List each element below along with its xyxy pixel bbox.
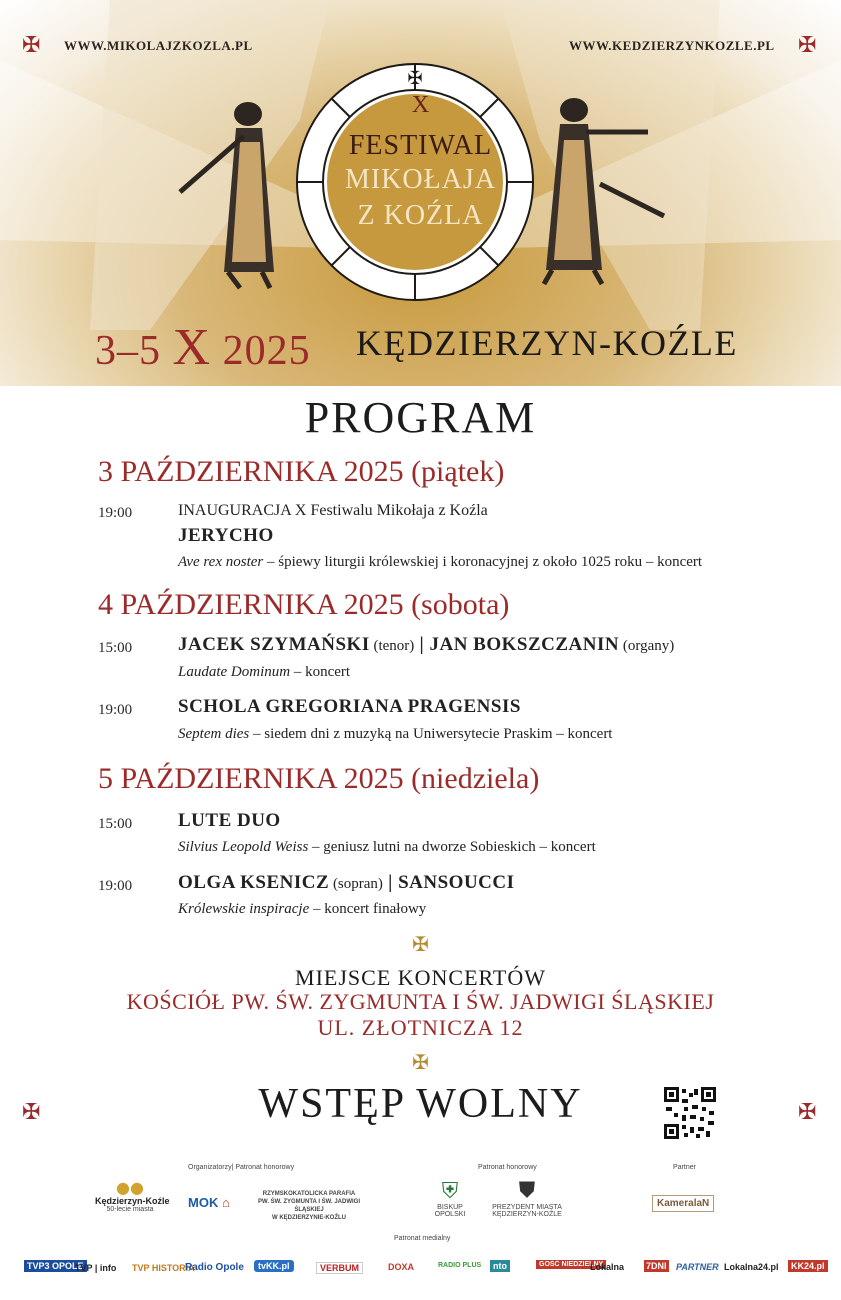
separator: | <box>414 634 430 655</box>
event-time: 19:00 <box>98 702 133 718</box>
coins-icon: ●● <box>116 1178 144 1197</box>
media-logo[interactable]: PARTNER <box>676 1262 719 1272</box>
logo-text: MOK <box>188 1195 219 1210</box>
performer-name: JAN BOKSZCZANIN <box>429 634 620 655</box>
free-entry: WSTĘP WOLNY <box>258 1081 583 1127</box>
event-performer <box>178 872 515 894</box>
event-performer <box>178 634 674 656</box>
performer-name: JACEK SZYMAŃSKI <box>178 634 370 655</box>
event-kind: – koncert <box>290 664 351 680</box>
day-heading: 4 PAŹDZIERNIKA 2025 (sobota) <box>98 588 510 621</box>
logo-text: PREZYDENT MIASTA <box>492 1204 562 1211</box>
performer-role: (organy) <box>619 638 675 654</box>
media-logo[interactable]: KK24.pl <box>788 1260 828 1272</box>
performer-name: SCHOLA GREGORIANA PRAGENSIS <box>178 696 521 717</box>
event-performer <box>178 696 521 718</box>
svg-text:✠: ✠ <box>407 68 423 88</box>
venue-street: UL. ZŁOTNICZA 12 <box>317 1015 524 1040</box>
media-logo[interactable]: nto <box>490 1260 510 1272</box>
media-logo[interactable]: tvKK.pl <box>254 1260 294 1272</box>
work-title: Silvius Leopold Weiss <box>178 839 309 855</box>
city-shield-icon: ⛊ <box>518 1178 536 1203</box>
bishop-logo[interactable] <box>430 1180 470 1218</box>
partner-logo[interactable]: KameralaN <box>652 1195 714 1212</box>
media-patronage-label: Patronat medialny <box>394 1235 451 1242</box>
logo-text: Kędzierzyn-Koźle <box>95 1196 170 1206</box>
festival-number: X <box>411 92 430 118</box>
organizers-label: Organizatorzy| Patronat honorowy <box>188 1164 295 1171</box>
website-link-right[interactable]: WWW.KEDZIERZYNKOZLE.PL <box>569 38 775 53</box>
media-logo[interactable]: Radio Opole <box>185 1262 244 1273</box>
performer-name: LUTE DUO <box>178 810 281 831</box>
cross-icon: ✠ <box>22 33 41 58</box>
venue-church: KOŚCIÓŁ PW. ŚW. ZYGMUNTA I ŚW. JADWIGI ŚLĄSKIEJ <box>126 989 715 1014</box>
festival-header <box>0 0 841 386</box>
work-title: Laudate Dominum <box>178 664 291 680</box>
event-kind: – koncert <box>642 554 703 570</box>
event-kind: – koncert finałowy <box>309 901 427 917</box>
event-line: INAUGURACJA X Festiwalu Mikołaja z Koźla <box>178 502 488 519</box>
program-title: PROGRAM <box>304 393 537 442</box>
festival-city: KĘDZIERZYN-KOŹLE <box>356 323 738 363</box>
event-description <box>178 554 702 571</box>
performer-role: (sopran) <box>329 876 383 892</box>
work-desc: – geniusz lutni na dworze Sobieskich <box>308 839 536 855</box>
event-kind: – koncert <box>552 726 613 742</box>
media-logo[interactable]: Lokalna24.pl <box>724 1262 779 1272</box>
performer-name: OLGA KSENICZ <box>178 872 330 893</box>
partner-label: Partner <box>673 1164 696 1171</box>
media-logo[interactable]: TVP HISTORIA <box>132 1263 195 1273</box>
media-logo[interactable]: 7DNI <box>646 1261 667 1271</box>
media-logo[interactable]: TVP | info <box>75 1263 117 1273</box>
parish-line: RZYMSKOKATOLICKA PARAFIA <box>262 1191 356 1197</box>
day-heading: 5 PAŹDZIERNIKA 2025 (niedziela) <box>98 762 540 795</box>
ornament-cross-icon: ✠ <box>412 934 429 956</box>
media-logo[interactable]: Lokalna <box>590 1262 625 1272</box>
performer-name: SANSOUCCI <box>398 872 515 893</box>
work-desc: – siedem dni z muzyką na Uniwersytecie Praskim <box>249 726 553 742</box>
columns-icon: ⌂ <box>218 1195 230 1210</box>
festival-word: FESTIWAL <box>348 130 493 161</box>
media-logo[interactable]: TVP3 OPOLE <box>24 1260 87 1272</box>
logo-text: OPOLSKI <box>434 1211 466 1218</box>
kedzierzyn-kozle-logo[interactable] <box>95 1178 170 1213</box>
day-heading: 3 PAŹDZIERNIKA 2025 (piątek) <box>98 455 505 488</box>
performer-role: (tenor) <box>369 638 415 654</box>
cross-icon: ✠ <box>798 1100 817 1125</box>
event-description <box>178 664 350 681</box>
logo-text: BISKUP <box>437 1204 463 1211</box>
separator: | <box>382 872 399 893</box>
honorary-patronage-label: Patronat honorowy <box>478 1164 537 1171</box>
event-performer <box>178 525 274 547</box>
performer-name: JERYCHO <box>178 525 274 546</box>
work-desc: – śpiewy liturgii królewskiej i koronacyjnej z około 1025 roku <box>263 554 643 570</box>
festival-place: Z KOŹLA <box>357 200 484 231</box>
venue-label: MIEJSCE KONCERTÓW <box>295 965 546 990</box>
event-performer <box>178 810 281 832</box>
festival-name: MIKOŁAJA <box>344 164 497 195</box>
cross-icon: ✠ <box>798 33 817 58</box>
event-kind: – koncert <box>535 839 596 855</box>
coat-of-arms-icon: ⛨ <box>441 1179 459 1204</box>
parish-logo[interactable] <box>250 1190 368 1222</box>
ornament-cross-icon: ✠ <box>412 1052 429 1074</box>
event-time: 15:00 <box>98 640 133 656</box>
event-time: 19:00 <box>98 505 133 521</box>
media-logo[interactable]: VERBUM <box>316 1262 363 1274</box>
cross-icon: ✠ <box>22 1100 41 1125</box>
logo-subtext: 50-lecie miasta <box>106 1206 154 1213</box>
event-description <box>178 726 612 743</box>
work-title: Septem dies <box>178 726 250 742</box>
qr-code-icon[interactable] <box>664 1087 716 1139</box>
work-title: Królewskie inspiracje <box>178 901 310 917</box>
dates-month: X <box>172 319 212 376</box>
logo-text: KĘDZIERZYN-KOŹLE <box>492 1211 562 1218</box>
mok-logo[interactable] <box>188 1195 230 1210</box>
work-title: Ave rex noster <box>178 554 264 570</box>
parish-line: PW. ŚW. ZYGMUNTA I ŚW. JADWIGI ŚLĄSKIEJ <box>258 1199 360 1213</box>
media-logo[interactable]: DOXA <box>388 1262 415 1272</box>
media-logo[interactable]: RADIO PLUS <box>438 1262 482 1269</box>
media-logos-strip <box>24 1258 824 1282</box>
dates-year: 2025 <box>222 328 311 374</box>
dates-range: 3–5 <box>95 328 161 374</box>
event-time: 15:00 <box>98 816 133 832</box>
event-time: 19:00 <box>98 878 133 894</box>
parish-line: W KĘDZIERZYNIE-KOŹLU <box>272 1215 346 1221</box>
website-link-left[interactable]: WWW.MIKOLAJZKOZLA.PL <box>64 38 253 53</box>
mayor-logo[interactable] <box>490 1178 564 1218</box>
event-description <box>178 901 426 918</box>
festival-dates <box>95 318 311 377</box>
media-logo[interactable]: GOŚĆ NIEDZIELNY <box>536 1260 606 1269</box>
event-description <box>178 839 596 856</box>
